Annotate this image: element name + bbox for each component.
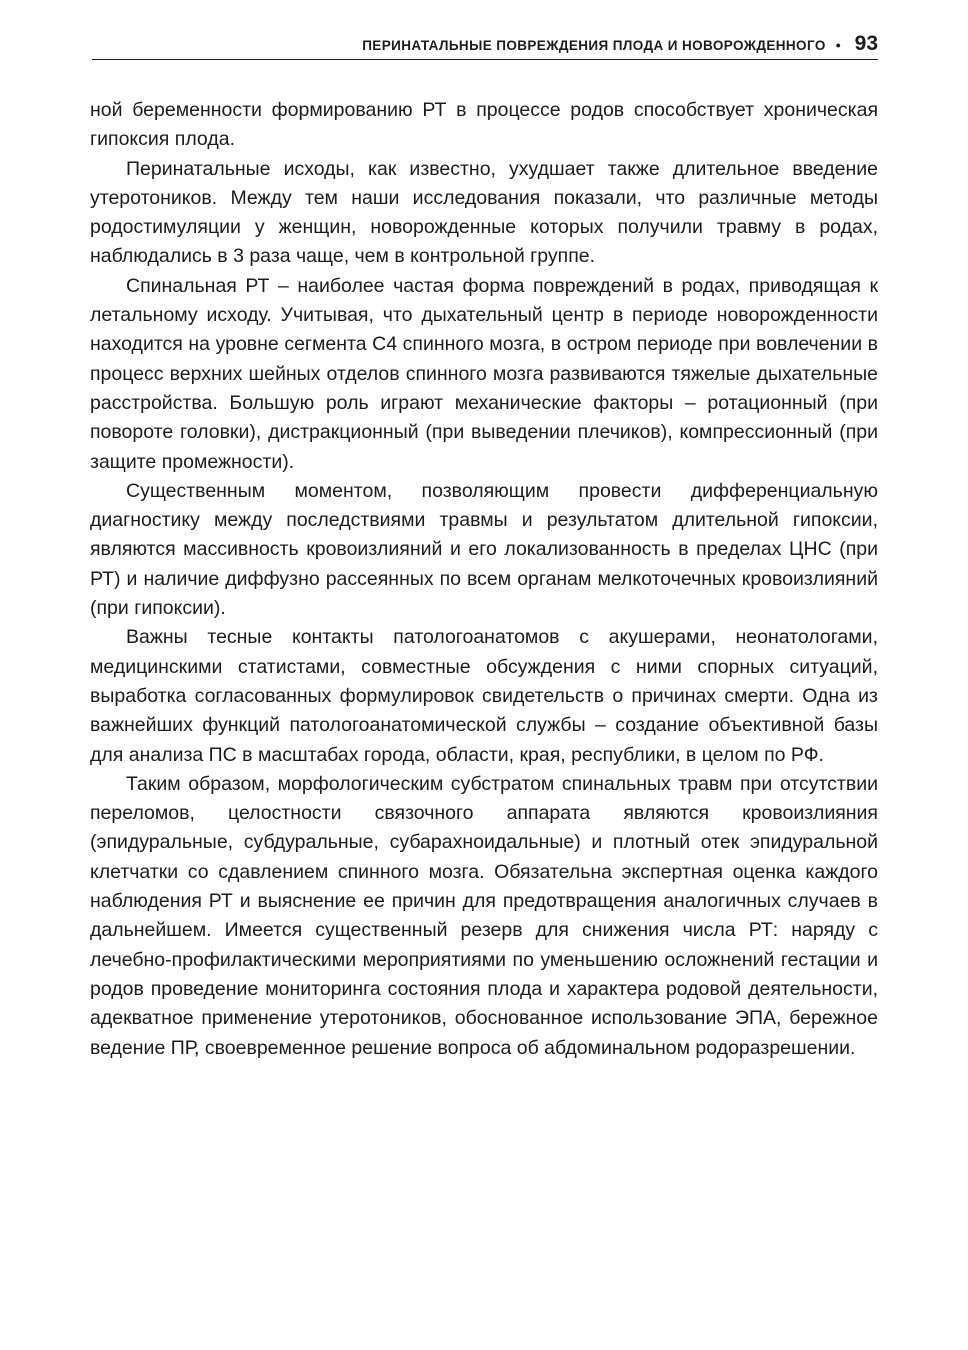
paragraph: Важны тесные контакты патологоанатомов с акушерами, неонатологами, медицинскими статистами, совместные обсуждения с ними спорных ситуаций, выработка согласованных формулировок свидетельств о причинах смерти. Одна из важнейших функций патологоанатомической службы – создание объективной базы для анализа ПС в масштабах города, области, края, республики, в целом по РФ. — [90, 626, 878, 766]
running-header — [92, 32, 878, 60]
paragraph: Спинальная РТ – наиболее частая форма повреждений в родах, приводящая к летальному исходу. Учитывая, что дыхательный центр в периоде новорожденности находится на уровне сегмента С4 спинного мозга, в остром периоде при вовлечении в процесс верхних шейных отделов спинного мозга развиваются тяжелые дыхательные расстройства. Большую роль играют механические факторы – ротационный (при повороте головки), дистракционный (при выведении плечиков), компрессионный (при защите промежности). — [90, 274, 878, 473]
paragraph: ной беременности формированию РТ в процессе родов способствует хроническая гипоксия плода. — [90, 99, 878, 151]
page-number: 93 — [854, 32, 878, 55]
body-text — [90, 96, 878, 1063]
header-bullet: • — [835, 37, 841, 53]
running-title: ПЕРИНАТАЛЬНЫЕ ПОВРЕЖДЕНИЯ ПЛОДА И НОВОРОЖДЕННОГО — [362, 38, 826, 53]
paragraph: Таким образом, морфологическим субстратом спинальных травм при отсутствии переломов, целостности связочного аппарата являются кровоизлияния (эпидуральные, субдуральные, субарахноидальные) и плотный отек эпидуральной клетчатки со сдавлением спинного мозга. Обязательна экспертная оценка каждого наблюдения РТ и выяснение ее причин для предотвращения аналогичных случаев в дальнейшем. Имеется существенный резерв для снижения числа РТ: наряду с лечебно-профилактическими мероприятиями по уменьшению осложнений гестации и родов проведение мониторинга состояния плода и характера родовой деятельности, адекватное применение утеротоников, обоснованное использование ЭПА, бережное ведение ПР, своевременное решение вопроса об абдоминальном родоразрешении. — [90, 772, 878, 1059]
paragraph: Существенным моментом, позволяющим провести дифференциальную диагностику между последствиями травмы и результатом длительной гипоксии, являются массивность кровоизлияний и его локализованность в пределах ЦНС (при РТ) и наличие диффузно рассеянных по всем органам мелкоточечных кровоизлияний (при гипоксии). — [90, 479, 878, 620]
paragraph: Перинатальные исходы, как известно, ухудшает также длительное введение утеротоников. Между тем наши исследования показали, что различные методы родостимуляции у женщин, новорожденные которых получили травму в родах, наблюдались в 3 раза чаще, чем в контрольной группе. — [90, 157, 878, 268]
